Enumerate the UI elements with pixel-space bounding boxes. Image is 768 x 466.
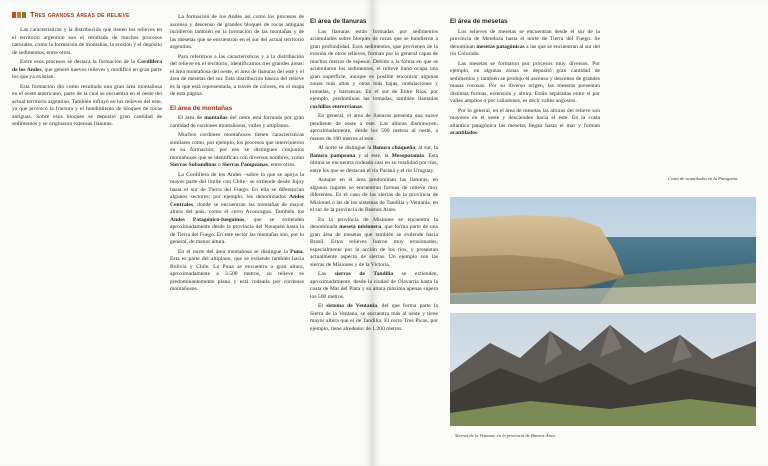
- section-title-plains: El área de llanuras: [310, 18, 367, 25]
- col1-paragraph-1: Las características y la distribución que tienen los relieves en el territorio argentino son el resultado de muchos procesos naturales, como la formación de montañas, la erosión y el depósito de sedimentos, entre otros.: [12, 27, 162, 56]
- col3-paragraph-1: Las llanuras están formadas por sedimentos acumulados sobre bloques de rocas que se hundieron a gran profundidad. Esos sedimentos, que provienen de la erosión de otros relieves, forman por lo general capas de muchos metros de espesor. Debido a la forma en que se acumularon los sedimentos, el relieve llano ocupa una gran superficie, aunque es posible encontrar algunas zonas más altas y otras más bajas, ondulaciones y lomadas, y barrancas. En el sur de Entre Ríos, por ejemplo, predominan las lomadas, también llamadas cuchillas entrerrianas.: [310, 28, 438, 110]
- col4-paragraph-1: Los relieves de mesetas se encuentran desde el sur de la provincia de Mendoza hasta el norte de Tierra del Fuego. Se denominan mesetas patagónicas a las que se encuentran al sur del río Colorado.: [450, 28, 600, 57]
- col2-paragraph-4: Muchos cordones montañosos tienen características similares como, por ejemplo, los procesos que intervinieron en su formación; por eso se distinguen conjuntos montañosos que se identifican con diversos nombres, como Sierras Subandinas o Sierras Pampeanas, entre otros.: [170, 132, 304, 168]
- photo-sierra-de-la-ventana: [450, 313, 756, 426]
- col4-paragraph-3: Por lo general, en el área de mesetas las alturas del relieve son mayores en el oeste y descienden hacia el este. En la costa atlántica patagónica las mesetas llegan hasta el mar y forman acantilados.: [450, 107, 600, 136]
- col3-paragraph-6: Las sierras de Tandilia se extienden, aproximadamente, desde la ciudad de Olavarría hasta la costa de Mar del Plata y su altura máxima apenas supera los 500 metros.: [310, 271, 438, 300]
- col1-paragraph-3: Esta formación dio como resultado una gran área montañosa en el oeste americano, parte de la cual se encuentra en el oeste del actual territorio argentino. También influyó en los relieves del este, ya que provocó la fractura y el hundimiento de bloques de rocas antiguas. Sobre esos bloques se depositó gran cantidad de sedimentos y se originaron extensas llanuras.: [12, 83, 162, 127]
- col2-paragraph-3: El área de montañas del oeste está formada por gran cantidad de cordones montañosos, valles y altiplanos.: [170, 115, 304, 129]
- column-3: [310, 18, 438, 335]
- col2-paragraph-5: La Cordillera de los Andes –sobre la que se apoya la mayor parte del límite con Chile– se extiende desde Jujuy hasta el sur de Tierra del Fuego. En ella se diferencian algunos sectores; por ejemplo, los denominados Andes Centrales, donde se encuentran las montañas de mayor altura del país, como el cerro Aconcagua. También los Andes Patagónico-fueguinos, que se extienden aproximadamente desde la provincia del Neuquén hasta la de Tierra del Fuego. En este sector las montañas son, por lo general, de menor altura.: [170, 171, 304, 245]
- mountains-illustration: [450, 313, 756, 426]
- col2-paragraph-1: La formación de los Andes así como los procesos de ascenso y descenso de grandes bloques de rocas antiguas incidieron también en la formación de las montañas y de las mesetas que se encuentran en el sur del actual territorio argentino.: [170, 14, 304, 50]
- caption-sierra: Sierras de la Ventana, en la provincia de Buenos Aires.: [455, 433, 557, 438]
- cliffs-illustration: [450, 197, 756, 304]
- header-color-mark-icon: [12, 12, 26, 18]
- section-title-mountains: El área de montañas: [170, 104, 233, 112]
- column-4: [450, 18, 600, 140]
- caption-cliffs: Costa de acantilados en la Patagonia.: [668, 176, 739, 181]
- col3-paragraph-7: El sistema de Ventania, del que forma parte la Sierra de la Ventana, se encuentra más al oeste y tiene mayor altura que el de Tandilia. El cerro Tres Picos, por ejemplo, tiene alrededor de 1.200 metros.: [310, 303, 438, 332]
- col2-paragraph-2: Para referirnos a las características y a la distribución del relieve en el territorio, identificamos tres grandes áreas: el área montañosa del oeste, el área de llanuras del este y el área de mesetas del sur. Esta distribución básica del relieve es la que está representada, a través de colores, en el mapa de esta página.: [170, 53, 304, 97]
- column-1: [12, 27, 162, 131]
- section-title-plateaus: El área de mesetas: [450, 18, 508, 25]
- col4-paragraph-2: Las mesetas se formaron por procesos muy diversos. Por ejemplo, en algunas zonas se depositó gran cantidad de sedimentos y también se produjo el ascenso y descenso de grandes masas rocosas. Por su diverso origen, las mesetas presentan distintas formas, extensión y altura. Están separadas entre sí por valles amplios o por cañadones, es decir valles angostos.: [450, 60, 600, 104]
- col3-paragraph-2: En general, el área de llanuras presenta una suave pendiente de oeste a este. Las alturas disminuyen, aproximadamente, desde los 500 metros al oeste, a menos de 100 metros al este.: [310, 113, 438, 142]
- photo-coastal-cliffs: [450, 197, 756, 304]
- chapter-title: Tres grandes áreas de relieve: [30, 10, 130, 19]
- chapter-header: [12, 10, 130, 19]
- col1-paragraph-2: Entre esos procesos se destaca la formación de la Cordillera de los Andes, que generó nuevos relieves y modificó en gran parte los que ya existían.: [12, 59, 162, 80]
- col3-paragraph-5: En la provincia de Misiones se encuentra la denominada meseta misionera, que forma parte de una gran área de mesetas que también se extiende hacia Brasil. Estos relieves fueron muy erosionados, especialmente por la acción de los ríos, y presentan actualmente aspecto de sierras. Un ejemplo son las sierras de Misiones y de la Victoria.: [310, 216, 438, 268]
- col2-paragraph-6: En el norte del área montañosa se distingue la Puna. Esta es parte del altiplano, que se extiende también hacia Bolivia y Chile. La Puna se encuentra a gran altura, aproximadamente a 3.500 metros, su relieve es predominantemente plano y está rodeada por cordones montañosos.: [170, 248, 304, 292]
- column-2: [170, 14, 304, 296]
- col3-paragraph-3: Al norte se distingue la llanura chaqueña; al sur, la llanura pampeana y al este, la Mesopotamia. Esta última se encuentra rodeada casi en su totalidad por ríos, entre los que se destacan el río Paraná y el río Uruguay.: [310, 145, 438, 174]
- col3-paragraph-4: Aunque en el área predominan las llanuras, en algunos lugares se encuentran formas de relieve muy diferentes. Es el caso de las sierras de la provincia de Misiones o las de los sistemas de Tandilia y Ventania, en el sur de la provincia de Buenos Aires.: [310, 177, 438, 213]
